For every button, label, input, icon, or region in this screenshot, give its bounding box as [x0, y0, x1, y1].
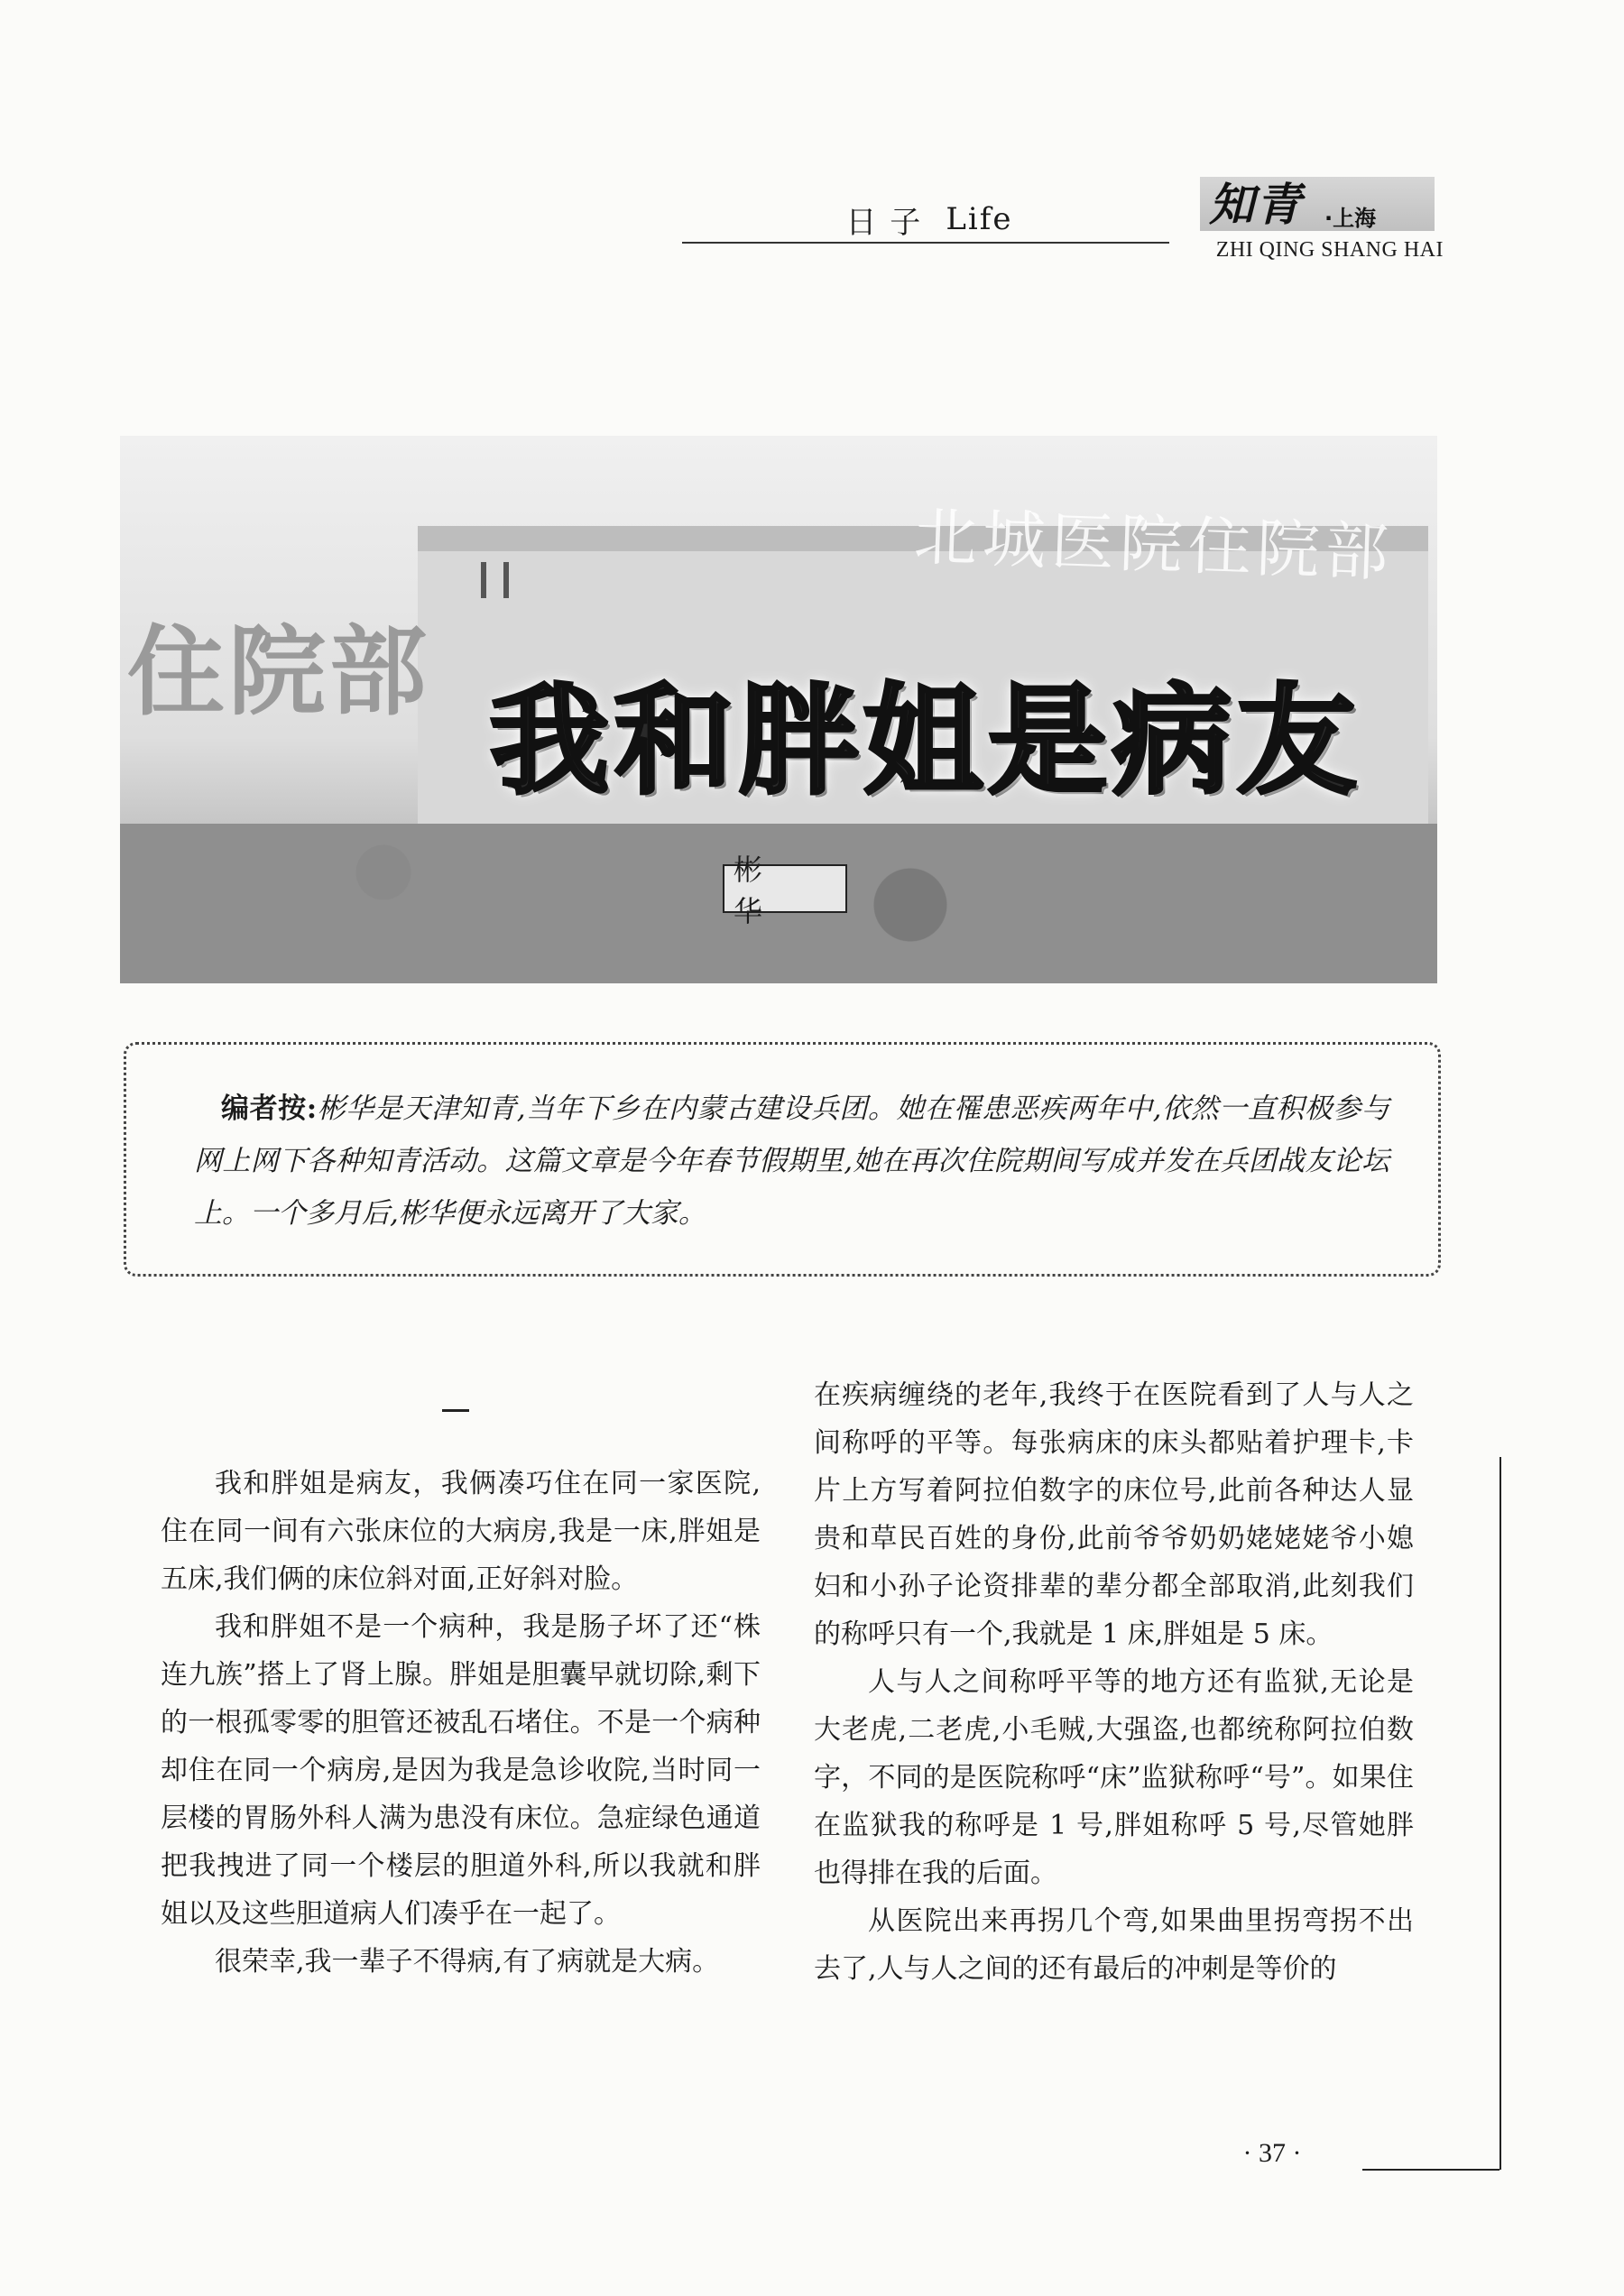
section-title-zh: 日 子: [845, 204, 923, 241]
paragraph: 人与人之间称呼平等的地方还有监狱,无论是大老虎,二老虎,小毛贼,大强盗,也都统称阿拉伯数字，不同的是医院称呼“床”监狱称呼“号”。如果住在监狱我的称呼是 1 号,胖姐称呼 5 号,尽管她胖也得排在我的后面。: [814, 1666, 1414, 1889]
article-title: 我和胖姐是病友: [490, 672, 1361, 811]
side-rule: [1499, 1457, 1501, 2170]
paragraph: 在疾病缠绕的老年,我终于在医院看到了人与人之间称呼的平等。每张病床的床头都贴着护理卡,卡片上方写着阿拉伯数字的床位号,此前各种达人显贵和草民百姓的身份,此前爷爷奶奶姥姥姥爷小媳妇和小孙子论资排辈的辈分都全部取消,此刻我们的称呼只有一个,我就是 1 床,胖姐是 5 床。: [814, 1379, 1414, 1650]
magazine-logo-latin: ZHI QING SHANG HAI: [1215, 238, 1444, 262]
body-column-left: [161, 1460, 761, 1986]
banner-photo: [120, 436, 1437, 983]
header-rule: [682, 242, 1169, 244]
paragraph: 很荣幸,我一辈子不得病,有了病就是大病。: [215, 1946, 720, 1978]
editor-note: [194, 1083, 1389, 1240]
paragraph: 从医院出来再拐几个弯,如果曲里拐弯拐不出去了,人与人之间的还有最后的冲刺是等价的: [814, 1905, 1414, 1985]
paragraph: 我和胖姐是病友，我俩凑巧住在同一家医院,住在同一间有六张床位的大病房,我是一床,胖姐是五床,我们俩的床位斜对面,正好斜对脸。: [161, 1468, 761, 1595]
banner-sign-right: 北城医院住院部: [912, 499, 1396, 591]
magazine-logo-place: ·上海: [1324, 206, 1377, 231]
page-number: · 37 ·: [1242, 2138, 1302, 2168]
editor-note-label: 编者按:: [221, 1093, 318, 1125]
section-title: [695, 197, 1164, 242]
section-numeral: [442, 1409, 469, 1412]
paragraph: 我和胖姐不是一个病种，我是肠子坏了还“株连九族”搭上了肾上腺。胖姐是胆囊早就切除,剩下的一根孤零零的胆管还被乱石堵住。不是一个病种却住在同一个病房,是因为我是急诊收院,当时同一层楼的胃肠外科人满为患没有床位。急症绿色通道把我拽进了同一个楼层的胆道外科,所以我就和胖姐以及这些胆道病人们凑乎在一起了。: [161, 1611, 761, 1930]
banner-sign-left: 住院部: [127, 616, 431, 729]
section-title-en: Life: [946, 201, 1013, 237]
editor-note-text: 彬华是天津知青,当年下乡在内蒙古建设兵团。她在罹患恶疾两年中,依然一直积极参与网上网下各种知青活动。这篇文章是今年春节假期里,她在再次住院期间写成并发在兵团战友论坛上。一个多月后,彬华便永远离开了大家。: [194, 1093, 1389, 1230]
body-column-right: [814, 1371, 1414, 1993]
author-name: 彬 华: [723, 864, 847, 913]
magazine-logo: 知青: [1209, 178, 1303, 231]
page-number-rule: [1362, 2169, 1499, 2171]
